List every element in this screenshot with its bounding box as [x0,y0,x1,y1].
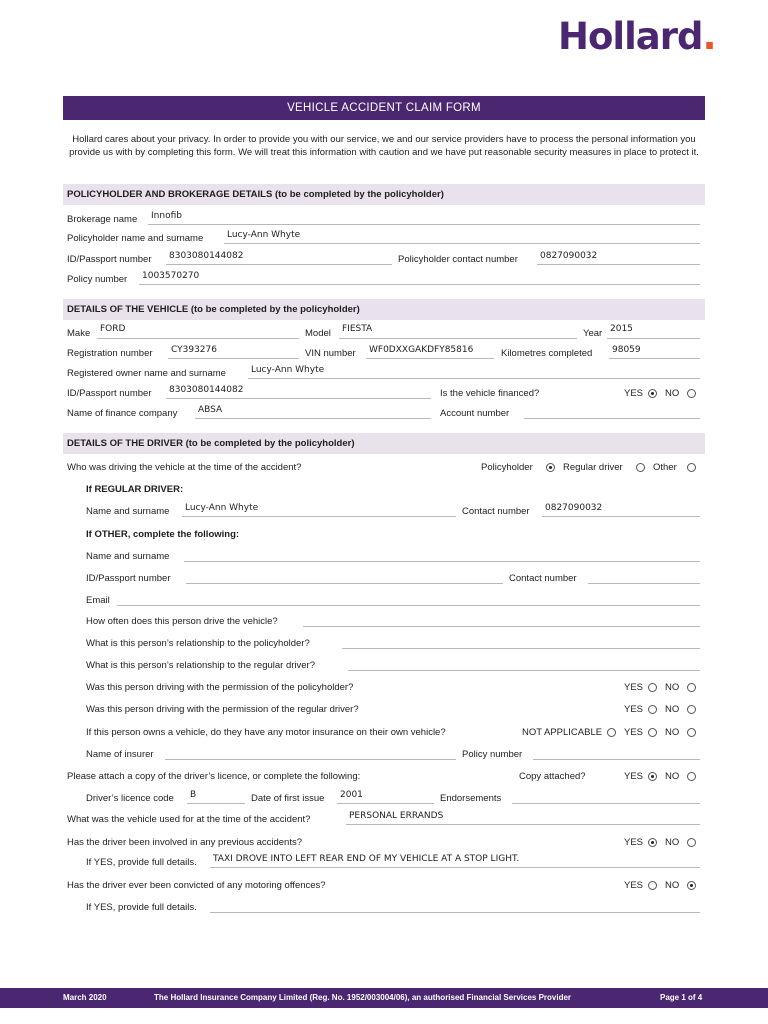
prev-details-value: TAXI DROVE INTO LEFT REAR END OF MY VEHICLE AT A STOP LIGHT. [213,854,520,864]
financed-yes-radio[interactable] [648,389,657,398]
licence-label: Please attach a copy of the driver’s licence, or complete the following: [67,771,361,782]
brokerage-name-field[interactable] [148,224,700,225]
regular-driver-heading: If REGULAR DRIVER: [86,484,184,495]
regular-name-value: Lucy-Ann Whyte [185,503,259,513]
first-issue-field[interactable] [337,803,434,804]
owns-no-radio[interactable] [687,728,696,737]
endorsements-field[interactable] [512,803,700,804]
policyholder-contact-label: Policyholder contact number [398,254,518,265]
other-contact-field[interactable] [588,583,700,584]
section-vehicle-header: DETAILS OF THE VEHICLE (to be completed by the policyholder) [63,299,705,320]
other-contact-label: Contact number [509,573,577,584]
policyholder-name-value: Lucy-Ann Whyte [227,230,301,240]
registered-owner-field[interactable] [248,378,700,379]
policyholder-contact-field[interactable] [537,264,700,265]
used-for-field[interactable] [346,824,700,825]
perm-ph-yes-radio[interactable] [648,683,657,692]
perm-ph-no-label: NO [665,682,680,693]
registered-owner-label: Registered owner name and surname [67,368,226,379]
brokerage-name-label: Brokerage name [67,214,138,225]
conv-no-label: NO [665,880,680,891]
vehicle-id-passport-value: 8303080144082 [169,385,244,395]
make-field[interactable] [97,338,299,339]
opt-regular-radio[interactable] [636,463,645,472]
convicted-label: Has the driver ever been convicted of any motoring offences? [67,880,326,891]
regular-contact-label: Contact number [462,506,530,517]
other-how-often-field[interactable] [303,626,700,627]
prev-details-label: If YES, provide full details. [86,857,197,868]
conv-yes-label: YES [624,880,644,891]
form-title: VEHICLE ACCIDENT CLAIM FORM [63,96,705,120]
other-email-field[interactable] [117,605,700,606]
other-rel-regular-label: What is this person’s relationship to the regular driver? [86,660,315,671]
other-email-label: Email [86,595,110,606]
owns-yes-radio[interactable] [648,728,657,737]
account-number-field[interactable] [524,418,700,419]
other-heading: If OTHER, complete the following: [86,529,240,540]
year-label: Year [583,328,603,339]
policyholder-contact-value: 0827090032 [540,251,598,261]
first-issue-value: 2001 [340,790,363,800]
copy-no-radio[interactable] [687,772,696,781]
model-field[interactable] [339,338,577,339]
insurer-policy-field[interactable] [533,759,700,760]
logo-text: Hollard [558,15,703,58]
vin-field[interactable] [366,358,494,359]
owns-na-radio[interactable] [607,728,616,737]
id-passport-label: ID/Passport number [67,254,152,265]
other-name-label: Name and surname [86,551,170,562]
first-issue-label: Date of first issue [251,793,325,804]
licence-code-label: Driver’s licence code [86,793,174,804]
footer-date: March 2020 [63,993,107,1002]
id-passport-field[interactable] [166,264,392,265]
perm-ph-yes-label: YES [624,682,644,693]
other-rel-policyholder-field[interactable] [342,648,700,649]
other-rel-regular-field[interactable] [348,670,700,671]
insurer-policy-label: Policy number [462,749,523,760]
insurer-label: Name of insurer [86,749,154,760]
perm-policyholder-label: Was this person driving with the permission of the policyholder? [86,682,354,693]
year-field[interactable] [607,338,700,339]
other-how-often-label: How often does this person drive the vehicle? [86,616,278,627]
make-value: FORD [100,324,126,334]
logo-dot: . [702,15,716,58]
vehicle-id-passport-label: ID/Passport number [67,388,152,399]
regular-contact-value: 0827090032 [545,503,603,513]
who-driving-label: Who was driving the vehicle at the time of the accident? [67,462,302,473]
opt-policyholder-label: Policyholder [481,462,533,473]
other-rel-policyholder-label: What is this person’s relationship to the policyholder? [86,638,310,649]
regular-name-label: Name and surname [86,506,170,517]
regular-name-field[interactable] [182,516,456,517]
page-footer [0,988,768,1008]
conv-details-field[interactable] [210,912,700,913]
account-number-label: Account number [440,408,510,419]
policyholder-name-label: Policyholder name and surname [67,233,204,244]
prev-no-radio[interactable] [687,838,696,847]
registered-owner-value: Lucy-Ann Whyte [251,365,325,375]
vin-value: WF0DXXGAKDFY85816 [369,345,474,355]
copy-no-label: NO [665,771,680,782]
brokerage-name-value: Innofib [151,211,182,221]
owns-na-label: NOT APPLICABLE [522,727,603,738]
opt-regular-label: Regular driver [563,462,623,473]
conv-no-radio[interactable] [687,881,696,890]
owns-yes-label: YES [624,727,644,738]
year-value: 2015 [610,324,633,334]
finance-company-label: Name of finance company [67,408,178,419]
conv-yes-radio[interactable] [648,881,657,890]
id-passport-value: 8303080144082 [169,251,244,261]
section-policyholder-header: POLICYHOLDER AND BROKERAGE DETAILS (to be completed by the policyholder) [63,184,705,205]
perm-rd-yes-radio[interactable] [648,705,657,714]
model-label: Model [305,328,331,339]
privacy-notice: Hollard cares about your privacy. In order to provide you with our service, we and our service providers have to process the personal information you provide us with by completing this form. We will treat this information with caution and we have put reasonable security measures in place to protect it. [69,134,699,158]
prev-no-label: NO [665,837,680,848]
other-name-field[interactable] [184,561,700,562]
copy-attached-label: Copy attached? [519,771,586,782]
used-for-label: What was the vehicle used for at the time of the accident? [67,814,311,825]
regular-contact-field[interactable] [542,516,700,517]
registration-label: Registration number [67,348,153,359]
financed-no-label: NO [665,388,680,399]
prev-yes-radio[interactable] [648,838,657,847]
vin-label: VIN number [305,348,356,359]
owns-insurance-label: If this person owns a vehicle, do they have any motor insurance on their own vehicle? [86,727,446,738]
opt-other-label: Other [653,462,677,473]
perm-ph-no-radio[interactable] [687,683,696,692]
other-id-field[interactable] [186,583,503,584]
policy-number-label: Policy number [67,274,128,285]
finance-company-field[interactable] [195,418,431,419]
footer-page: Page 1 of 4 [660,993,703,1002]
finance-company-value: ABSA [198,405,223,415]
used-for-value: PERSONAL ERRANDS [349,811,444,821]
registration-field[interactable] [168,358,299,359]
financed-no-radio[interactable] [687,389,696,398]
kilometres-label: Kilometres completed [501,348,593,359]
licence-code-field[interactable] [187,803,245,804]
policy-number-field[interactable] [139,284,700,285]
endorsements-label: Endorsements [440,793,502,804]
hollard-logo [558,15,716,58]
kilometres-field[interactable] [609,358,700,359]
registration-value: CY393276 [171,345,217,355]
vehicle-id-passport-field[interactable] [166,398,431,399]
kilometres-value: 98059 [612,345,641,355]
previous-accidents-label: Has the driver been involved in any previous accidents? [67,837,302,848]
copy-yes-radio[interactable] [648,772,657,781]
licence-code-value: B [190,790,197,800]
prev-details-field[interactable] [210,867,700,868]
policy-number-value: 1003570270 [142,271,200,281]
insurer-field[interactable] [165,759,456,760]
owns-no-label: NO [665,727,680,738]
model-value: FIESTA [342,324,373,334]
perm-rd-no-label: NO [665,704,680,715]
perm-rd-no-radio[interactable] [687,705,696,714]
prev-yes-label: YES [624,837,644,848]
section-driver-header: DETAILS OF THE DRIVER (to be completed by the policyholder) [63,433,705,454]
financed-label: Is the vehicle financed? [440,388,540,399]
other-id-label: ID/Passport number [86,573,171,584]
opt-policyholder-radio[interactable] [546,463,555,472]
financed-yes-label: YES [624,388,644,399]
opt-other-radio[interactable] [687,463,696,472]
make-label: Make [67,328,91,339]
conv-details-label: If YES, provide full details. [86,902,197,913]
copy-yes-label: YES [624,771,644,782]
perm-rd-yes-label: YES [624,704,644,715]
policyholder-name-field[interactable] [224,243,700,244]
perm-regular-label: Was this person driving with the permission of the regular driver? [86,704,359,715]
footer-company: The Hollard Insurance Company Limited (Reg. No. 1952/003004/06), an authorised Financial Services Provider [154,993,572,1002]
